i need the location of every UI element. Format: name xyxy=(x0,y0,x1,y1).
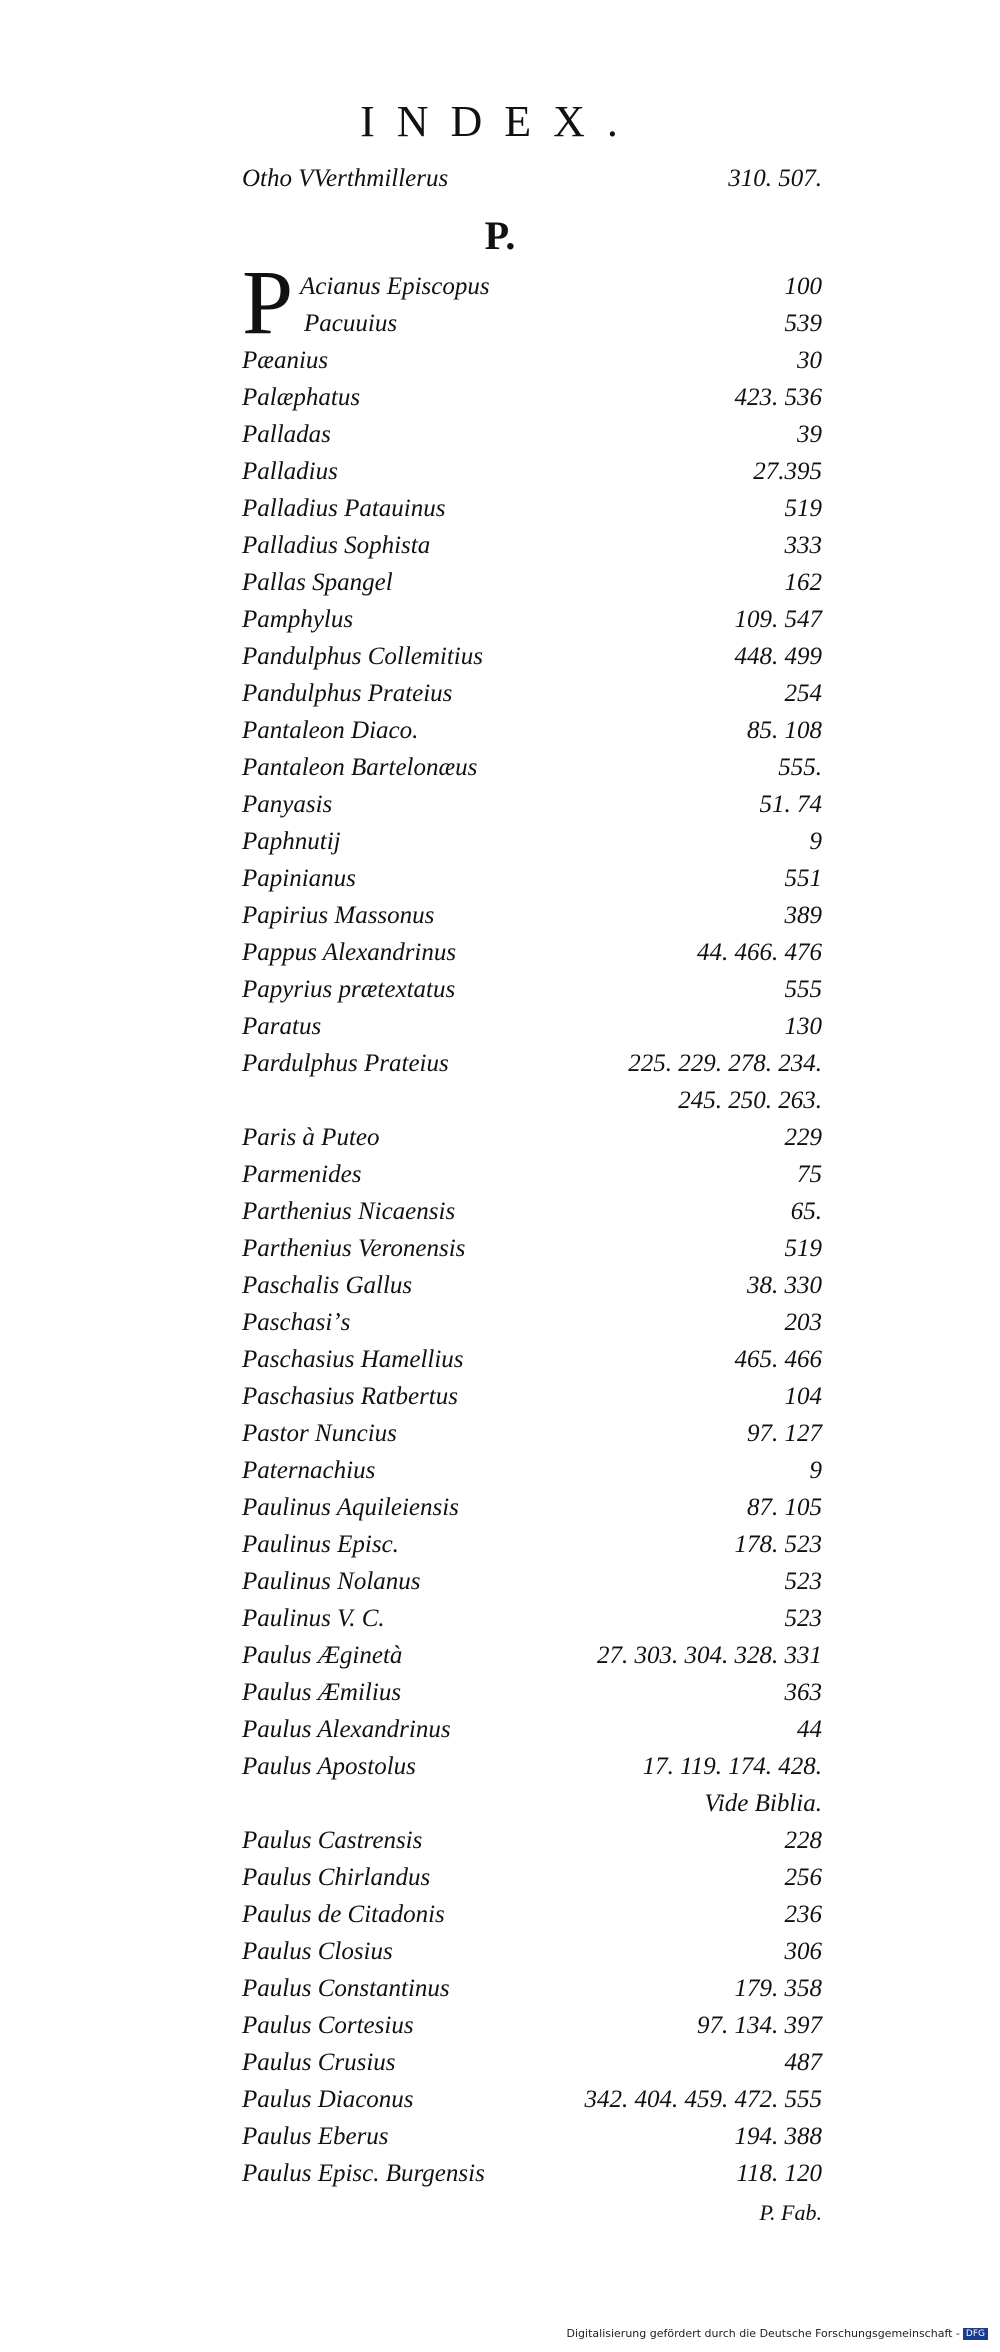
entry-pages: 487 xyxy=(784,2049,822,2076)
entry-name: Paulinus V. C. xyxy=(242,1605,385,1632)
entry-pages: 51. 74 xyxy=(759,791,822,818)
entry-pages: 256 xyxy=(784,1864,822,1891)
entry-pages: 38. 330 xyxy=(747,1272,822,1299)
entry-pages: Vide Biblia. xyxy=(704,1790,822,1817)
entry-pages: 523 xyxy=(784,1605,822,1632)
entry-name: Paulus de Citadonis xyxy=(242,1901,445,1928)
index-entry xyxy=(242,1267,822,1304)
index-entry xyxy=(242,2007,822,2044)
index-entry xyxy=(242,416,822,453)
entry-name: Paschasius Ratbertus xyxy=(242,1383,458,1410)
index-entry xyxy=(242,1822,822,1859)
index-entry xyxy=(242,2118,822,2155)
index-entry-first xyxy=(242,160,822,200)
index-entries xyxy=(242,251,822,2192)
entry-name: Pallas Spangel xyxy=(242,569,393,596)
index-entry xyxy=(242,1711,822,1748)
entry-pages: 100 xyxy=(784,273,822,300)
entry-name: Papirius Massonus xyxy=(242,902,435,929)
index-entry xyxy=(242,1304,822,1341)
entry-name: Panyasis xyxy=(242,791,333,818)
index-entry xyxy=(242,601,822,638)
entry-pages: 342. 404. 459. 472. 555 xyxy=(584,2086,822,2113)
entry-pages: 87. 105 xyxy=(747,1494,822,1521)
index-entry xyxy=(242,860,822,897)
index-entry xyxy=(242,897,822,934)
entry-name: Paphnutij xyxy=(242,828,341,855)
entry-name: Paulus Castrensis xyxy=(242,1827,423,1854)
entry-name: Palladius Sophista xyxy=(242,532,431,559)
index-entry xyxy=(242,305,822,342)
entry-pages: 229 xyxy=(784,1124,822,1151)
entry-pages: 130 xyxy=(784,1013,822,1040)
entry-name: Pardulphus Prateius xyxy=(242,1050,449,1077)
drop-cap-letter: P xyxy=(242,251,294,353)
entry-name: Pamphylus xyxy=(242,606,354,633)
entry-pages: 39 xyxy=(797,421,822,448)
index-entry xyxy=(242,1896,822,1933)
index-entry xyxy=(242,712,822,749)
entry-name: Pacuuius xyxy=(304,310,398,337)
entry-name: Paulus Diaconus xyxy=(242,2086,414,2113)
entry-pages: 65. xyxy=(790,1198,822,1225)
section-letter: P. xyxy=(484,213,516,258)
entry-name: Pæanius xyxy=(242,347,329,374)
entry-name: Paulus Cortesius xyxy=(242,2012,414,2039)
entry-pages: 27.395 xyxy=(753,458,822,485)
entry-name: Paulus Episc. Burgensis xyxy=(242,2160,485,2187)
footer-text: Digitalisierung gefördert durch die Deutsche Forschungsgemeinschaft - xyxy=(566,2327,960,2340)
index-entry xyxy=(242,786,822,823)
entry-name: Pandulphus Prateius xyxy=(242,680,453,707)
entry-name: Parthenius Veronensis xyxy=(242,1235,466,1262)
entry-name: Paris à Puteo xyxy=(242,1124,380,1151)
entry-name: Otho VVerthmillerus xyxy=(242,165,449,192)
entry-pages: 17. 119. 174. 428. xyxy=(642,1753,822,1780)
entry-name: Paulus Crusius xyxy=(242,2049,396,2076)
index-entry xyxy=(242,1193,822,1230)
index-entry xyxy=(242,527,822,564)
index-entry xyxy=(242,2081,822,2118)
entry-name: Paulus Constantinus xyxy=(242,1975,450,2002)
entry-pages: 30 xyxy=(797,347,822,374)
digitization-footer xyxy=(567,2327,988,2340)
entry-pages: 310. 507. xyxy=(728,165,822,192)
index-entry xyxy=(242,675,822,712)
entry-pages: 9 xyxy=(809,1457,822,1484)
index-entry xyxy=(242,1637,822,1674)
entry-pages: 118. 120 xyxy=(736,2160,822,2187)
index-entry xyxy=(242,1378,822,1415)
index-entry xyxy=(242,2044,822,2081)
entry-name: Pantaleon Diaco. xyxy=(242,717,419,744)
entry-pages: 178. 523 xyxy=(734,1531,822,1558)
entry-pages: 9 xyxy=(809,828,822,855)
entry-name: Paulinus Aquileiensis xyxy=(242,1494,459,1521)
entry-pages: 44. 466. 476 xyxy=(697,939,822,966)
entry-pages: 423. 536 xyxy=(734,384,822,411)
entry-pages: 519 xyxy=(784,1235,822,1262)
entry-pages: 555 xyxy=(784,976,822,1003)
index-entry xyxy=(242,453,822,490)
entry-pages: 97. 127 xyxy=(747,1420,822,1447)
entry-pages: 519 xyxy=(784,495,822,522)
entry-pages: 109. 547 xyxy=(734,606,822,633)
index-entry xyxy=(242,490,822,527)
entry-name: Pastor Nuncius xyxy=(242,1420,397,1447)
entry-name: Paschalis Gallus xyxy=(242,1272,413,1299)
entry-name: Acianus Episcopus xyxy=(300,273,490,300)
entry-name: Paulus Closius xyxy=(242,1938,393,1965)
index-entry xyxy=(242,1230,822,1267)
entry-pages: 555. xyxy=(778,754,822,781)
index-entry xyxy=(242,1970,822,2007)
index-entry xyxy=(242,638,822,675)
index-entry xyxy=(242,1045,822,1082)
entry-name: Parmenides xyxy=(242,1161,362,1188)
index-entry xyxy=(242,823,822,860)
entry-name: Paulus Eberus xyxy=(242,2123,389,2150)
entry-pages: 306 xyxy=(784,1938,822,1965)
entry-pages: 363 xyxy=(784,1679,822,1706)
index-entry xyxy=(242,1563,822,1600)
index-entry xyxy=(242,1119,822,1156)
index-entry xyxy=(242,1489,822,1526)
entry-pages: 551 xyxy=(784,865,822,892)
dfg-logo: DFG xyxy=(963,2328,988,2340)
entry-name: Palladius Patauinus xyxy=(242,495,446,522)
entry-name: Pandulphus Collemitius xyxy=(242,643,483,670)
entry-name: Pappus Alexandrinus xyxy=(242,939,457,966)
index-entry xyxy=(242,1082,822,1119)
index-entry xyxy=(242,1526,822,1563)
index-entry xyxy=(242,379,822,416)
entry-name: Paternachius xyxy=(242,1457,376,1484)
entry-name: Palæphatus xyxy=(242,384,361,411)
entry-name: Paschasi⁠ʼs xyxy=(242,1309,351,1336)
index-entry xyxy=(242,1748,822,1785)
catchword: P. Fab. xyxy=(759,2200,822,2225)
index-entry xyxy=(242,1452,822,1489)
entry-name: Papinianus xyxy=(242,865,356,892)
index-entry xyxy=(242,749,822,786)
index-entry xyxy=(242,1341,822,1378)
entry-name: Palladius xyxy=(242,458,338,485)
entry-pages: 225. 229. 278. 234. xyxy=(628,1050,822,1077)
entry-pages: 194. 388 xyxy=(734,2123,822,2150)
entry-pages: 245. 250. 263. xyxy=(678,1087,822,1114)
index-entry xyxy=(242,971,822,1008)
entry-name: Paulus Æmilius xyxy=(242,1679,402,1706)
entry-pages: 97. 134. 397 xyxy=(697,2012,822,2039)
entry-name: Paulus Æginetà xyxy=(242,1642,403,1669)
entry-name: Paulinus Episc. xyxy=(242,1531,399,1558)
entry-pages: 85. 108 xyxy=(747,717,822,744)
index-entry xyxy=(242,342,822,379)
index-entry xyxy=(242,1785,822,1822)
index-entry xyxy=(242,1600,822,1637)
index-entry xyxy=(242,1008,822,1045)
entry-name: Pantaleon Bartelonæus xyxy=(242,754,478,781)
entry-pages: 254 xyxy=(784,680,822,707)
index-entry xyxy=(242,1156,822,1193)
entry-name: Paulus Chirlandus xyxy=(242,1864,431,1891)
entry-name: Palladas xyxy=(242,421,331,448)
index-entry xyxy=(242,1415,822,1452)
entry-name: Paulus Apostolus xyxy=(242,1753,416,1780)
entry-pages: 523 xyxy=(784,1568,822,1595)
entry-pages: 179. 358 xyxy=(734,1975,822,2002)
entry-pages: 448. 499 xyxy=(734,643,822,670)
index-entry xyxy=(242,1674,822,1711)
entry-pages: 75 xyxy=(797,1161,822,1188)
index-entry xyxy=(242,564,822,601)
entry-pages: 539 xyxy=(784,310,822,337)
entry-name: Paratus xyxy=(242,1013,322,1040)
entry-name: Paschasius Hamellius xyxy=(242,1346,464,1373)
entry-pages: 44 xyxy=(797,1716,822,1743)
entry-pages: 27. 303. 304. 328. 331 xyxy=(597,1642,822,1669)
entry-pages: 203 xyxy=(784,1309,822,1336)
entry-pages: 465. 466 xyxy=(734,1346,822,1373)
index-entry xyxy=(242,1859,822,1896)
index-entry xyxy=(242,934,822,971)
entry-name: Paulus Alexandrinus xyxy=(242,1716,451,1743)
entry-pages: 389 xyxy=(784,902,822,929)
entry-pages: 228 xyxy=(784,1827,822,1854)
entry-pages: 162 xyxy=(784,569,822,596)
index-entry xyxy=(242,2155,822,2192)
entry-name: Parthenius Nicaensis xyxy=(242,1198,456,1225)
entry-name: Papyrius prætextatus xyxy=(242,976,456,1003)
entry-name: Paulinus Nolanus xyxy=(242,1568,421,1595)
entry-pages: 333 xyxy=(784,532,822,559)
index-entry xyxy=(242,1933,822,1970)
entry-pages: 104 xyxy=(784,1383,822,1410)
entry-pages: 236 xyxy=(784,1901,822,1928)
page-title: INDEX. xyxy=(360,97,640,146)
